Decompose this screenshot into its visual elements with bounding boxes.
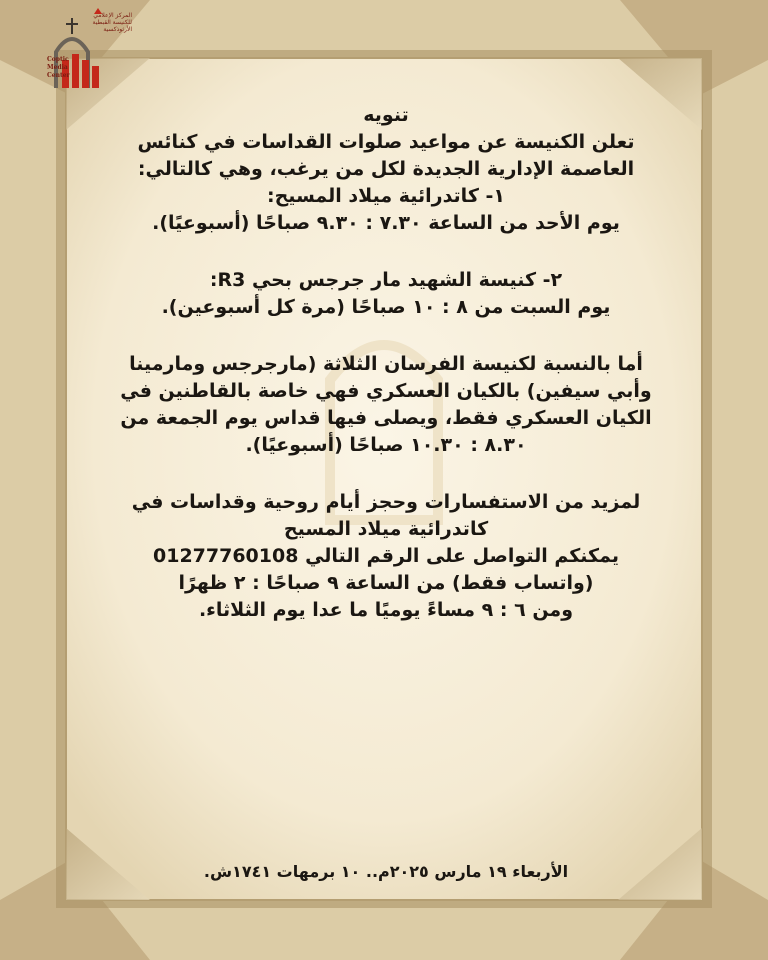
logo-caption-line-2: Media xyxy=(47,64,68,71)
spacer xyxy=(110,321,662,351)
paragraph-line-1: أما بالنسبة لكنيسة الفرسان الثلاثة (مارجرجس ومارمينا xyxy=(129,353,643,375)
logo-arabic-line-1: المركز الإعلامي xyxy=(93,12,132,19)
notice-title: تنويه xyxy=(363,104,409,126)
item1-heading: ١- كاتدرائية ميلاد المسيح: xyxy=(267,185,505,207)
notice-body xyxy=(110,102,662,624)
paragraph-line-2: وأبي سيفين) بالكيان العسكري فهي خاصة بالقاطنين في xyxy=(120,380,652,402)
logo-arabic-line-2: للكنيسة القبطية الأرثوذكسية xyxy=(92,19,132,33)
paragraph-line-4: ٨.٣٠ : ١٠.٣٠ صباحًا (أسبوعيًا). xyxy=(245,434,527,456)
coptic-media-center-logo xyxy=(22,4,132,94)
item2-schedule: يوم السبت من ٨ : ١٠ صباحًا (مرة كل أسبوعين). xyxy=(161,296,611,318)
logo-caption-line-3: Center xyxy=(47,72,70,79)
contact-line-4: (واتساب فقط) من الساعة ٩ صباحًا : ٢ ظهرًا xyxy=(178,572,594,594)
contact-line-5: ومن ٦ : ٩ مساءً يوميًا ما عدا يوم الثلاثاء. xyxy=(198,599,574,621)
date-footer: الأربعاء ١٩ مارس ٢٠٢٥م.. ١٠ برمهات ١٧٤١ش. xyxy=(203,862,569,881)
spacer xyxy=(110,237,662,267)
logo-arabic-text xyxy=(70,12,132,33)
paragraph-line-3: الكيان العسكري فقط، ويصلى فيها قداس يوم الجمعة من xyxy=(120,407,652,429)
item1-schedule: يوم الأحد من الساعة ٧.٣٠ : ٩.٣٠ صباحًا (أسبوعيًا). xyxy=(152,212,620,234)
intro-line-1: تعلن الكنيسة عن مواعيد صلوات القداسات في كنائس xyxy=(137,131,635,153)
intro-line-2: العاصمة الإدارية الجديدة لكل من يرغب، وهي كالتالي: xyxy=(137,158,635,180)
contact-line-3: يمكنكم التواصل على الرقم التالي 01277760108 xyxy=(153,545,619,567)
logo-caption xyxy=(47,56,70,80)
logo-caption-line-1: Coptic xyxy=(47,56,69,63)
contact-line-1: لمزيد من الاستفسارات وحجز أيام روحية وقداسات في xyxy=(131,491,641,513)
contact-line-2: كاتدرائية ميلاد المسيح xyxy=(283,518,489,540)
item2-heading: ٢- كنيسة الشهيد مار جرجس بحي R3: xyxy=(209,269,563,291)
spacer xyxy=(110,459,662,489)
